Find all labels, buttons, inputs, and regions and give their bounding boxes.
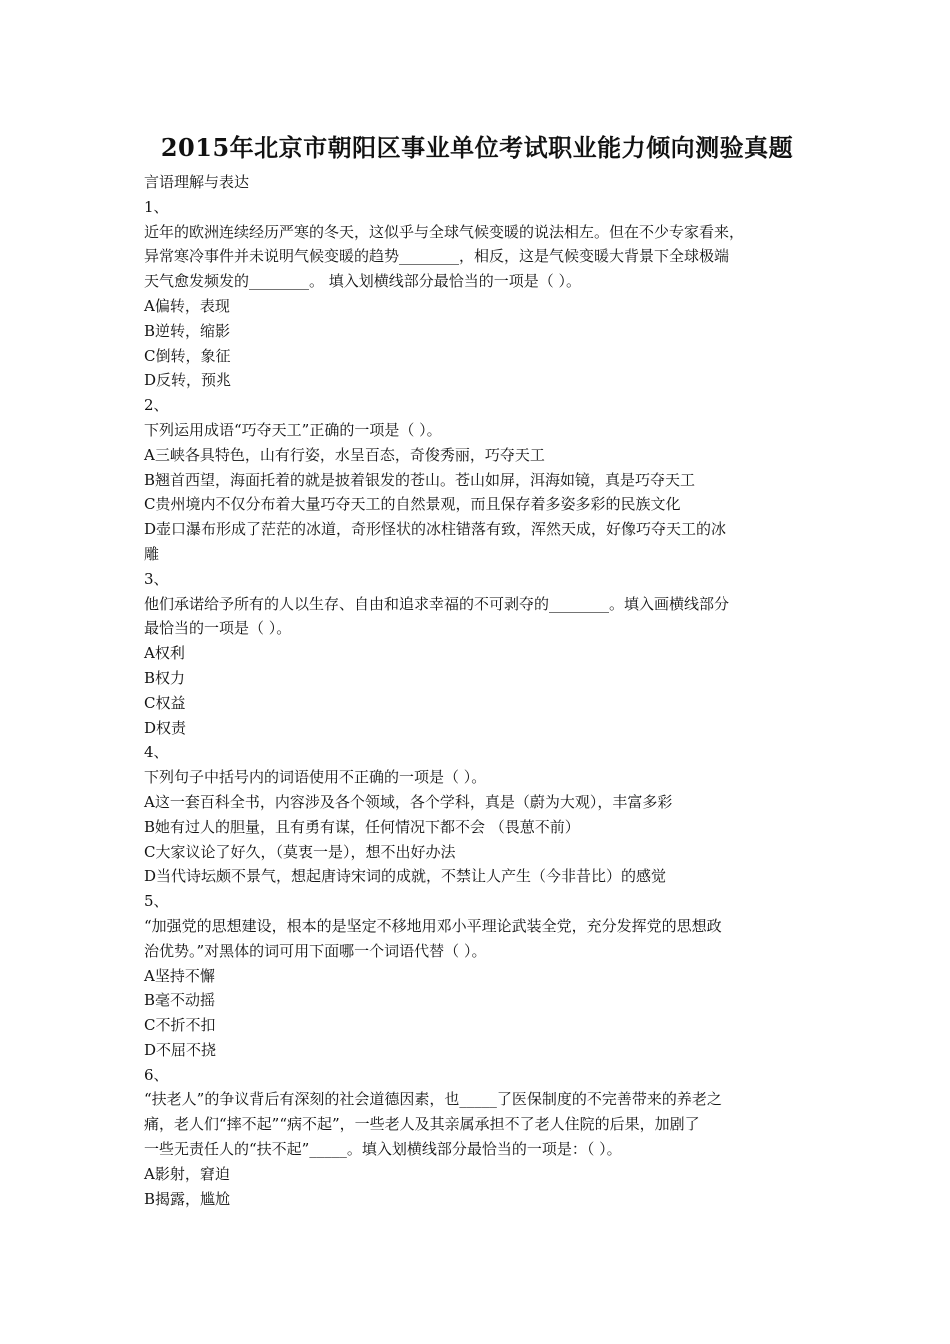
option-d: D不屈不挠 [144,1040,217,1059]
document-title: 2015年北京市朝阳区事业单位考试职业能力倾向测验真题 [160,133,794,162]
stem-line: 他们承诺给予所有的人以生存、自由和追求幸福的不可剥夺的________。填入画横线部分 [144,594,730,613]
question-stem: 下列运用成语“巧夺天工”正确的一项是（ ）。 [144,420,442,439]
option-d-continuation: 雕 [144,544,160,563]
question-stem [144,220,814,294]
option-a: A偏转，表现 [144,296,230,315]
question-number: 2、 [144,396,169,415]
option-b: B逆转，缩影 [144,321,231,340]
document-page [144,128,814,1211]
option-a: A三峡各具特色，山有行姿，水呈百态，奇俊秀丽，巧夺天工 [144,445,545,464]
option-a: A影射，窘迫 [144,1164,230,1183]
stem-line: “扶老人”的争议背后有深刻的社会道德因素，也_____了医保制度的不完善带来的养老之 [144,1090,722,1109]
option-b: B毫不动摇 [144,991,216,1010]
stem-line: 天气愈发频发的________。 填入划横线部分最恰当的一项是（ ）。 [144,272,582,291]
option-d: D反转，预兆 [144,371,232,390]
option-b: B揭露，尴尬 [144,1189,231,1208]
option-a: A权利 [144,644,185,663]
stem-line: 异常寒冷事件并未说明气候变暖的趋势________，相反，这是气候变暖大背景下全球极端 [144,247,730,266]
question-5 [144,889,814,1063]
option-c: C贵州境内不仅分布着大量巧夺天工的自然景观，而且保存着多姿多彩的民族文化 [144,495,681,514]
question-stem: 下列句子中括号内的词语使用不正确的一项是（ ）。 [144,768,487,787]
option-d: D当代诗坛颇不景气，想起唐诗宋词的成就，不禁让人产生（今非昔比）的感觉 [144,867,667,886]
question-number: 3、 [144,569,169,588]
stem-line: 一些无责任人的“扶不起”_____。填入划横线部分最恰当的一项是：（ ）。 [144,1140,622,1159]
question-3 [144,567,814,741]
option-d: D权责 [144,718,187,737]
question-number: 5、 [144,892,169,911]
question-4 [144,740,814,889]
question-stem [144,914,814,964]
stem-line: 近年的欧洲连续经历严寒的冬天，这似乎与全球气候变暖的说法相左。但在不少专家看来， [144,222,745,241]
option-a: A坚持不懈 [144,966,215,985]
stem-line: 治优势。”对黑体的词可用下面哪一个词语代替（ ）。 [144,941,487,960]
stem-line: 痛，老人们“摔不起”“病不起”，一些老人及其亲属承担不了老人住院的后果，加剧了 [144,1115,700,1134]
option-c: C大家议论了好久，（莫衷一是），想不出好办法 [144,842,456,861]
question-stem [144,592,814,642]
option-c: C倒转，象征 [144,346,231,365]
option-c: C不折不扣 [144,1016,216,1035]
question-number: 4、 [144,743,169,762]
stem-line: “加强党的思想建设，根本的是坚定不移地用邓小平理论武装全党，充分发挥党的思想政 [144,916,722,935]
question-stem [144,1087,814,1161]
option-b: B翘首西望，海面托着的就是披着银发的苍山。苍山如屏，洱海如镜，真是巧夺天工 [144,470,696,489]
option-d: D壶口瀑布形成了茫茫的冰道，奇形怪状的冰柱错落有致，浑然天成，好像巧夺天工的冰 [144,520,727,539]
question-6 [144,1063,814,1212]
option-b: B她有过人的胆量，且有勇有谋，任何情况下都不会 （畏葸不前） [144,817,580,836]
stem-line: 最恰当的一项是（ ）。 [144,619,292,638]
question-2 [144,393,814,567]
question-number: 6、 [144,1065,169,1084]
question-number: 1、 [144,197,169,216]
question-1 [144,195,814,393]
option-a: A这一套百科全书，内容涉及各个领域，各个学科，真是（蔚为大观），丰富多彩 [144,792,673,811]
section-heading: 言语理解与表达 [144,173,250,191]
option-c: C权益 [144,693,186,712]
option-b: B权力 [144,668,186,687]
